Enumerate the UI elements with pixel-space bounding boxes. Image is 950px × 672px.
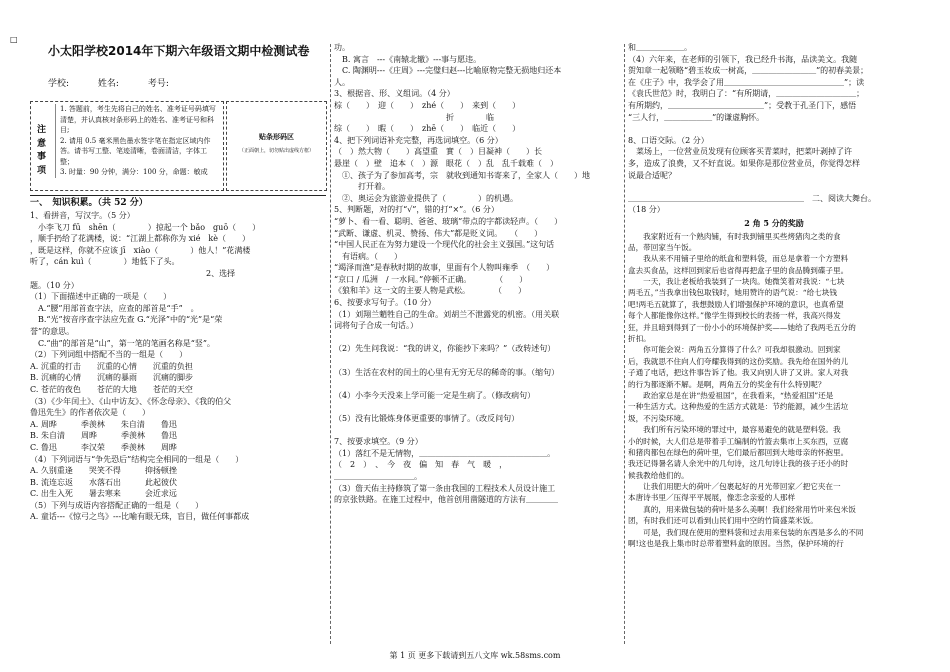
question-line: B. 流连忘返 水落石出 此起彼伏 — [30, 477, 177, 487]
question-line: A. 沉重的打击 沉重的心情 沉重的负担 — [30, 361, 193, 371]
question-line: “三人行，＿＿＿＿＿＿”的谦虚胸怀。 — [628, 112, 765, 122]
story-line: 圾，不污染环境。 — [628, 413, 689, 423]
question-line: A. 周晔 季羡林 朱自清 鲁迅 — [30, 419, 177, 429]
column-2 — [334, 42, 626, 642]
story-line: 子通了电话，把这件事告诉了他。我又向别人讲了又讲。家人对我 — [628, 368, 849, 378]
notes-text — [55, 104, 219, 178]
question-line: ＿＿＿＿＿＿＿＿＿＿＿＿＿＿＿＿＿＿＿＿＿＿ 二、阅读大舞台。 — [628, 193, 876, 203]
story-line: 让我们用肥大的荷叶／包裹起好的月光带回家／把它夹在一 — [628, 482, 841, 492]
question-line: 菜场上，一位营业员发现有位顾客买青菜时，把菜叶剥掉了许 — [628, 147, 852, 157]
notes-box — [30, 101, 224, 191]
question-line: ②、奥运会为旅游业提供了（ ）的机遇。 — [334, 193, 518, 203]
question-line: “竭泽而渔”是春秋时期的故事，里面有个人物叫雍季 （ ） — [334, 263, 555, 273]
barcode-title: 贴条形码区 — [259, 132, 294, 141]
question-line: （ ）然大物（ ）高望重 實（ ）目凝神（ ）长 — [334, 147, 542, 157]
story-line: 本唐诗书里／压得平平展展，像恋念亲爱的人那样 — [628, 493, 796, 503]
question-line: 听了，cán kuì（ ）地低下了头。 — [30, 257, 180, 267]
school-field[interactable]: 学校: — [48, 79, 70, 89]
question-line: 6、按要求写句子。（10 分） — [334, 298, 436, 308]
question-line: 棕（ ） 迎（ ） zhé（ ） 来到（ ） — [334, 100, 521, 110]
question-line: C.“曲”的部首是“山”，第一笔的笔画名称是“竖”。 — [30, 338, 215, 348]
note-item: 2. 请用 0.5 毫米黑色墨水签字笔在指定区域内作答。请书写工整、笔迹清晰，卷面清洁，字体工整； — [60, 136, 211, 166]
question-line: ①、孩子为了参加高考，宗 就收到通知书寄来了，全家人（ ）地 — [334, 170, 590, 180]
story-line: 我家附近有一个熟肉铺，有时我到铺里买些烤猪肉之类的食 — [628, 231, 841, 241]
question-line: 说最合适呢？ — [628, 170, 676, 180]
question-line: 8、口语交际。（2 分） — [628, 135, 709, 145]
barcode-area — [226, 101, 327, 191]
question-line: 1、看拼音，写汉字。（5 分） — [30, 211, 135, 221]
story-line: 候我教给他们的。 — [628, 470, 689, 480]
question-line: “中国人民正在为努力建设一个现代化的社会主义强国。”这句话 — [334, 240, 555, 250]
notes-label: 注意事项 — [37, 125, 47, 176]
story-line: 吧!两毛五就算了，我想鼓励人们增强保护环境的意识，也真希望 — [628, 299, 844, 309]
question-line: “京口 / 瓜洲 / 一水间。”停顿不正确。 （ ） — [334, 274, 528, 284]
story-line: 的行为都逐渐不解。是啊，两角五分的奖金有什么特别呢？ — [628, 379, 826, 389]
student-info — [48, 78, 195, 91]
story-line: 每个人都能像你这样。”像学生得到校长的表扬一样，我高兴得发 — [628, 311, 841, 321]
question-line: 小李飞刀 fū shēn（ ）掠起一个 bǎo guō（ ） — [30, 222, 261, 232]
question-line: 誉”的意思。 — [30, 326, 75, 336]
story-line: 品，带回家当午饭。 — [628, 242, 697, 252]
story-line: 我还记得暑名请人余光中的几句诗，这几句诗让我的孩子还小的时 — [628, 459, 849, 469]
story-line: 后，我就思不住向人们夸耀我得到的这份奖励。我先给在国外的儿 — [628, 356, 849, 366]
question-line: （3）詹天佑主持修筑了第一条由我国的工程技术人员设计施工 — [334, 483, 556, 493]
question-line: 功。 — [334, 43, 350, 52]
question-line: C. 陶渊明---《庄周》---完璧归赵---比喻原物完整无损地归还本 — [334, 66, 562, 76]
question-line — [334, 401, 626, 413]
question-line: 7、按要求填空。（9 分） — [334, 437, 423, 447]
question-line: 和＿＿＿＿＿＿。 — [628, 43, 692, 52]
divider — [30, 195, 326, 196]
question-line: （1）下面描述中正确的一项是（ ） — [30, 292, 172, 302]
question-line: 词将句子合成一句话。） — [334, 321, 418, 331]
question-line: （4）六年来，在老师的引领下，我已经升书海，品读美文。我随 — [628, 54, 858, 64]
note-item: 3. 时量：90 分钟，满分：100 分，命题：敏成 — [60, 168, 208, 176]
question-line: 多，造成了浪费，又不好直说。如果你是那位营业员，你觉得怎样 — [628, 158, 860, 168]
question-line — [334, 332, 626, 344]
question-line: 的京张铁路。在施工过程中，他首创用凿隧道的方法有＿＿＿＿ — [334, 495, 558, 505]
story-line: 一种生活方式。这种热爱的生活方式就是：节约能源，减少生活垃 — [628, 402, 849, 412]
story-line: 折扣。 — [628, 334, 651, 344]
question-line: 悬崖（ ）壁 追本（ ）源 眼花（ ）乱 乱千载难（ ） — [334, 158, 558, 168]
question-line: 有所期约，＿＿＿＿＿＿＿＿＿＿＿＿”；受教于孔圣门下，感悟 — [628, 100, 857, 110]
story-line: 团，有时我们还可以看到山民们用中空的竹筒盛菜米饭。 — [628, 516, 818, 526]
question-line: （2）下列词组中搭配不当的一组是（ ） — [30, 350, 188, 360]
id-field[interactable]: 考号: — [147, 79, 169, 89]
section-heading: 一、 知识积累。（共 52 分） — [30, 198, 148, 208]
column-divider — [330, 44, 331, 644]
question-line: A. 童话---《惊弓之鸟》---比喻有眼无珠，盲目，做任何事都成 — [30, 512, 250, 522]
page-title: 小太阳学校2014年下期六年级语文期中检测试卷 — [48, 44, 310, 58]
story-line: 政治家总是在讲“热爱祖国”，在我看来，“热爱祖国”还是 — [628, 390, 834, 400]
story-line: 两毛五，”当我拿出钱包取钱时，她用赞许的语气说：“给七块钱 — [628, 288, 837, 298]
question-line: 有语病。（ ） — [334, 251, 402, 261]
question-line: （1）刘翔兰魈牲自己的生命。刘胡兰不泄露党的机密。（用关联 — [334, 309, 560, 319]
story-line: 真的，用来做包装的荷叶是多么美啊！我们经常用竹叶来包米饭 — [628, 504, 856, 514]
question-line: （4）下列词语与“争先恐后”结构完全相同的一组是（ ） — [30, 454, 244, 464]
note-item: 1. 答题前，考生先将自己的姓名、准考证号码填写清楚，并认真核对条形码上的姓名、准考证号和科目; — [60, 105, 216, 134]
story-line: 狂，并且暗到得到了一份小小的环境保护奖——她给了我两毛五分的 — [628, 322, 856, 332]
question-line: 折 临 — [334, 112, 494, 122]
story-title: 2 角 5 分的奖励 — [744, 217, 804, 228]
question-line: 在《庄子》中，我学会了用＿＿＿＿＿＿＿＿＿＿＿＿＿＿＿”；读 — [628, 77, 865, 87]
question-line: 4、把下列词语补充完整，再选词填空。（6 分） — [334, 135, 503, 145]
question-line: （4）小李今天没来上学可能一定是生病了。（修改病句） — [334, 390, 536, 400]
question-line: （3）《少年闰土》、《山中访友》、《怀念母亲》、《我的伯父 — [30, 396, 232, 406]
story-line: 我们所有污染环境的罪过中，最容易避免的就是塑料袋。我 — [628, 425, 841, 435]
story-line: 你可能会说：两角五分算得了什么？可我却很激动。回到家 — [628, 345, 841, 355]
question-line: ，顺手扔给了花满楼，说：“江湖上都称你为 xié kè（ ） — [30, 234, 251, 244]
column-3 — [628, 42, 920, 642]
question-line: ，既是这样，你就不应该 jī xiào（ ）他人！”花满楼 — [30, 245, 251, 255]
question-line: A.“腰”用部首查字法，应查的部首是“手” 。 — [30, 303, 199, 313]
question-line: 鲁迅先生》的作者依次是（ ） — [30, 408, 150, 418]
question-line: 《袁氏世范》时，我明白了：“有所期请，＿＿＿＿＿＿＿＿＿＿； — [628, 89, 865, 99]
story-line: 啊!这也是我上集市时总带着塑料盒的原因。当然，保护环境的行 — [628, 539, 844, 549]
story-line: 一天，我让老板给我装到了一块肉。她微笑着对我说：“七块 — [628, 277, 845, 287]
question-line: B. 朱自清 周晔 季羡林 鲁迅 — [30, 431, 177, 441]
question-line: C. 鲁迅 李汉荣 季羡林 周晔 — [30, 442, 177, 452]
story-line: 小的时候，大人们总是带着手工编制的竹篮去集市上买东西，豆腐 — [628, 436, 849, 446]
story-line: 我从来不用铺子里给的纸盒和塑料袋，而总是拿着一个方塑料 — [628, 254, 849, 264]
question-line: B. 沉痛的心情 沉痛的暴雨 沉痛的脚步 — [30, 373, 193, 383]
question-line — [334, 355, 626, 367]
question-line: 5、判断题，对的打“√”，错的打“×”。（6 分） — [334, 205, 499, 215]
story-line: 盒去买食品，这样回到家后也省得再把盒子里的食品腾到碟子里。 — [628, 265, 849, 275]
name-field[interactable]: 姓名: — [97, 79, 119, 89]
question-line: （3）生活在农村的闰土的心里有无穷无尽的稀奇的事。（缩句） — [334, 367, 560, 377]
question-line: B.“光”按音序查字法应先查 G.“光泽”中的“光”是“荣 — [30, 315, 223, 325]
story-line: 和猪肉都包在绿色的荷叶里，它们最后都回到大地母亲的怀抱里。 — [628, 447, 849, 457]
question-line: （1）落红不是无情物，＿＿＿＿＿＿＿＿＿＿＿＿＿＿＿＿。 — [334, 448, 556, 458]
question-line: 《狼和羊》这一文的主要人物是武松。 （ ） — [334, 286, 526, 296]
question-line: （5）下列与成语内容搭配正确的一组是（ ） — [30, 500, 204, 510]
question-line: 3、根据音、形、义组词。（4 分） — [334, 89, 455, 99]
question-line: A. 久别重逢 哭笑不得 抑扬顿挫 — [30, 466, 177, 476]
question-line: 综（ ） 暇（ ） zhē（ ） 临近（ ） — [334, 124, 521, 134]
question-line: （5）没有比锻炼身体更重要的事情了。（改反问句） — [334, 414, 520, 423]
question-line: C. 出生入死 暑去寒来 会近求远 — [30, 489, 177, 499]
corner-mark: □ — [10, 35, 18, 44]
question-line: 打开着。 — [334, 182, 390, 192]
question-line: 贺知章一起领略“碧玉妆成一树高，＿＿＿＿＿＿＿＿”的初春美景； — [628, 66, 869, 76]
question-line — [628, 123, 920, 135]
question-line: “萝卜、看一看、聪明、爸爸、玻璃”带点的字都读轻声。（ ） — [334, 216, 563, 226]
question-line: 2、选择 — [30, 269, 236, 279]
column-1 — [30, 197, 330, 642]
question-line: 题。（10 分） — [30, 280, 79, 290]
question-line — [334, 425, 626, 437]
barcode-subtitle: （正面朝上，切勿贴出虚线方框） — [238, 148, 314, 155]
question-line: （ 2 ） 、 今 夜 偏 知 春 气 暖 ， — [334, 460, 508, 470]
question-line: （18 分） — [628, 205, 665, 215]
question-line: B. 寓言 ---《南辕北辙》---事与愿违。 — [334, 54, 482, 64]
question-line: ＿＿＿＿＿＿＿＿＿＿。 — [334, 471, 422, 481]
footer: 第 1 页 更多下载请到五八文库 wk.58sms.com — [389, 651, 561, 660]
story-line: 可是，我们现在使用的塑料袋和过去用来包装的东西是多么的不同 — [628, 527, 864, 537]
question-line: 人。 — [334, 77, 350, 87]
question-line — [334, 378, 626, 390]
question-line: “武断、谦虚、机灵、赞扬、伟大”都是贬义词。 （ ） — [334, 228, 543, 238]
question-line: C. 苍茫的夜色 苍茫的大地 苍茫的天空 — [30, 384, 193, 394]
question-line — [628, 181, 920, 193]
question-line: （2）先生问我说：“我的讲义，你能抄下来吗？”（改转述句） — [334, 344, 556, 354]
